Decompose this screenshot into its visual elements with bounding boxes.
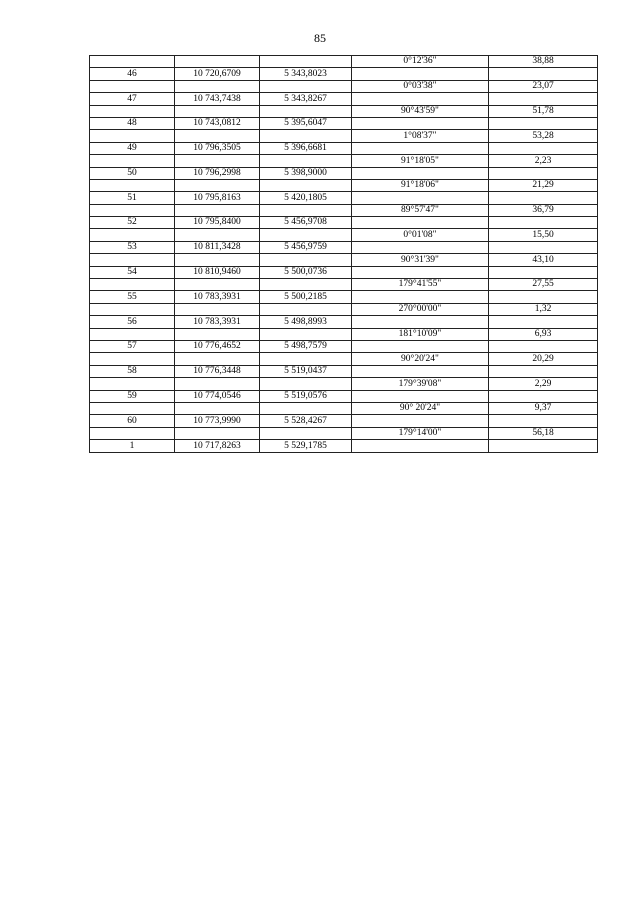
direction-angle-cell	[352, 266, 489, 278]
point-number-cell: 48	[90, 117, 175, 129]
table-row	[90, 192, 598, 204]
point-number-cell	[90, 427, 175, 439]
y-coordinate-cell	[260, 229, 352, 241]
table-row	[90, 402, 598, 414]
y-coordinate-cell	[260, 105, 352, 117]
point-number-cell	[90, 402, 175, 414]
direction-angle-cell	[352, 365, 489, 377]
distance-cell	[489, 217, 598, 229]
x-coordinate-cell: 10 810,9460	[175, 266, 260, 278]
x-coordinate-cell	[175, 130, 260, 142]
x-coordinate-cell: 10 717,8263	[175, 440, 260, 452]
point-number-cell	[90, 353, 175, 365]
point-number-cell: 1	[90, 440, 175, 452]
table-row	[90, 390, 598, 402]
x-coordinate-cell	[175, 229, 260, 241]
y-coordinate-cell: 5 398,9000	[260, 167, 352, 179]
y-coordinate-cell	[260, 279, 352, 291]
y-coordinate-cell	[260, 80, 352, 92]
coordinates-table	[89, 55, 598, 453]
table-row	[90, 440, 598, 452]
direction-angle-cell	[352, 117, 489, 129]
x-coordinate-cell	[175, 254, 260, 266]
direction-angle-cell: 91°18'05"	[352, 155, 489, 167]
distance-cell: 2,23	[489, 155, 598, 167]
y-coordinate-cell: 5 500,0736	[260, 266, 352, 278]
distance-cell: 27,55	[489, 279, 598, 291]
y-coordinate-cell	[260, 353, 352, 365]
distance-cell: 2,29	[489, 378, 598, 390]
point-number-cell: 50	[90, 167, 175, 179]
x-coordinate-cell	[175, 378, 260, 390]
y-coordinate-cell: 5 519,0576	[260, 390, 352, 402]
point-number-cell: 51	[90, 192, 175, 204]
x-coordinate-cell: 10 796,2998	[175, 167, 260, 179]
y-coordinate-cell	[260, 402, 352, 414]
direction-angle-cell: 90°20'24"	[352, 353, 489, 365]
y-coordinate-cell	[260, 254, 352, 266]
distance-cell	[489, 291, 598, 303]
direction-angle-cell: 179°39'08"	[352, 378, 489, 390]
x-coordinate-cell: 10 783,3931	[175, 291, 260, 303]
table-row	[90, 427, 598, 439]
y-coordinate-cell: 5 420,1805	[260, 192, 352, 204]
point-number-cell	[90, 229, 175, 241]
x-coordinate-cell	[175, 279, 260, 291]
point-number-cell: 55	[90, 291, 175, 303]
distance-cell	[489, 167, 598, 179]
point-number-cell: 53	[90, 241, 175, 253]
direction-angle-cell	[352, 340, 489, 352]
y-coordinate-cell: 5 456,9759	[260, 241, 352, 253]
distance-cell: 21,29	[489, 179, 598, 191]
distance-cell	[489, 340, 598, 352]
y-coordinate-cell: 5 456,9708	[260, 217, 352, 229]
y-coordinate-cell	[260, 179, 352, 191]
direction-angle-cell: 90° 20'24"	[352, 402, 489, 414]
table-row	[90, 217, 598, 229]
x-coordinate-cell: 10 774,0546	[175, 390, 260, 402]
direction-angle-cell	[352, 192, 489, 204]
table-row	[90, 93, 598, 105]
distance-cell	[489, 390, 598, 402]
point-number-cell	[90, 378, 175, 390]
distance-cell: 9,37	[489, 402, 598, 414]
distance-cell: 51,78	[489, 105, 598, 117]
x-coordinate-cell: 10 795,8163	[175, 192, 260, 204]
x-coordinate-cell: 10 743,7438	[175, 93, 260, 105]
point-number-cell: 46	[90, 68, 175, 80]
direction-angle-cell: 0°03'38"	[352, 80, 489, 92]
distance-cell: 56,18	[489, 427, 598, 439]
table-row	[90, 340, 598, 352]
x-coordinate-cell	[175, 353, 260, 365]
direction-angle-cell	[352, 142, 489, 154]
distance-cell	[489, 142, 598, 154]
y-coordinate-cell: 5 528,4267	[260, 415, 352, 427]
direction-angle-cell	[352, 440, 489, 452]
table-row	[90, 279, 598, 291]
point-number-cell	[90, 105, 175, 117]
distance-cell	[489, 266, 598, 278]
y-coordinate-cell: 5 396,6681	[260, 142, 352, 154]
y-coordinate-cell: 5 498,7579	[260, 340, 352, 352]
y-coordinate-cell: 5 343,8267	[260, 93, 352, 105]
distance-cell: 1,32	[489, 303, 598, 315]
x-coordinate-cell: 10 783,3931	[175, 316, 260, 328]
distance-cell: 15,50	[489, 229, 598, 241]
distance-cell: 43,10	[489, 254, 598, 266]
point-number-cell: 47	[90, 93, 175, 105]
table-row	[90, 204, 598, 216]
x-coordinate-cell	[175, 179, 260, 191]
point-number-cell	[90, 328, 175, 340]
y-coordinate-cell	[260, 56, 352, 68]
direction-angle-cell: 181°10'09"	[352, 328, 489, 340]
point-number-cell: 60	[90, 415, 175, 427]
direction-angle-cell: 0°01'08"	[352, 229, 489, 241]
y-coordinate-cell: 5 500,2185	[260, 291, 352, 303]
x-coordinate-cell	[175, 328, 260, 340]
table-row	[90, 80, 598, 92]
x-coordinate-cell	[175, 204, 260, 216]
x-coordinate-cell	[175, 303, 260, 315]
distance-cell: 6,93	[489, 328, 598, 340]
y-coordinate-cell	[260, 328, 352, 340]
y-coordinate-cell: 5 343,8023	[260, 68, 352, 80]
table-row	[90, 241, 598, 253]
y-coordinate-cell: 5 395,6047	[260, 117, 352, 129]
x-coordinate-cell	[175, 402, 260, 414]
distance-cell: 20,29	[489, 353, 598, 365]
table-body	[90, 56, 598, 453]
distance-cell	[489, 68, 598, 80]
x-coordinate-cell: 10 795,8400	[175, 217, 260, 229]
table-row	[90, 167, 598, 179]
direction-angle-cell: 89°57'47"	[352, 204, 489, 216]
y-coordinate-cell: 5 519,0437	[260, 365, 352, 377]
point-number-cell	[90, 204, 175, 216]
distance-cell	[489, 316, 598, 328]
x-coordinate-cell: 10 776,3448	[175, 365, 260, 377]
direction-angle-cell: 91°18'06"	[352, 179, 489, 191]
y-coordinate-cell	[260, 378, 352, 390]
x-coordinate-cell: 10 796,3505	[175, 142, 260, 154]
x-coordinate-cell: 10 776,4652	[175, 340, 260, 352]
y-coordinate-cell	[260, 204, 352, 216]
x-coordinate-cell: 10 720,6709	[175, 68, 260, 80]
point-number-cell: 49	[90, 142, 175, 154]
point-number-cell	[90, 155, 175, 167]
direction-angle-cell	[352, 241, 489, 253]
point-number-cell	[90, 179, 175, 191]
x-coordinate-cell: 10 743,0812	[175, 117, 260, 129]
distance-cell	[489, 93, 598, 105]
x-coordinate-cell: 10 773,9990	[175, 415, 260, 427]
point-number-cell	[90, 80, 175, 92]
direction-angle-cell: 0°12'36"	[352, 56, 489, 68]
distance-cell	[489, 440, 598, 452]
table-row	[90, 303, 598, 315]
point-number-cell: 56	[90, 316, 175, 328]
point-number-cell: 58	[90, 365, 175, 377]
table-row	[90, 117, 598, 129]
table-row	[90, 155, 598, 167]
table-row	[90, 130, 598, 142]
y-coordinate-cell	[260, 303, 352, 315]
table-row	[90, 378, 598, 390]
point-number-cell	[90, 56, 175, 68]
table-row	[90, 328, 598, 340]
table-row	[90, 254, 598, 266]
table-row	[90, 56, 598, 68]
direction-angle-cell	[352, 291, 489, 303]
point-number-cell: 52	[90, 217, 175, 229]
table-row	[90, 179, 598, 191]
table-row	[90, 291, 598, 303]
table-row	[90, 105, 598, 117]
direction-angle-cell: 90°31'39"	[352, 254, 489, 266]
point-number-cell: 57	[90, 340, 175, 352]
distance-cell: 38,88	[489, 56, 598, 68]
direction-angle-cell	[352, 390, 489, 402]
table-row	[90, 365, 598, 377]
x-coordinate-cell	[175, 155, 260, 167]
y-coordinate-cell	[260, 155, 352, 167]
direction-angle-cell	[352, 93, 489, 105]
point-number-cell: 59	[90, 390, 175, 402]
direction-angle-cell: 270°00'00"	[352, 303, 489, 315]
direction-angle-cell	[352, 217, 489, 229]
direction-angle-cell: 1°08'37"	[352, 130, 489, 142]
point-number-cell: 54	[90, 266, 175, 278]
direction-angle-cell	[352, 415, 489, 427]
table-row	[90, 316, 598, 328]
direction-angle-cell	[352, 68, 489, 80]
x-coordinate-cell	[175, 56, 260, 68]
table-row	[90, 229, 598, 241]
table-row	[90, 266, 598, 278]
table-row	[90, 68, 598, 80]
distance-cell	[489, 365, 598, 377]
y-coordinate-cell	[260, 427, 352, 439]
direction-angle-cell	[352, 167, 489, 179]
distance-cell: 53,28	[489, 130, 598, 142]
table-row	[90, 415, 598, 427]
table-row	[90, 142, 598, 154]
point-number-cell	[90, 130, 175, 142]
direction-angle-cell: 179°14'00"	[352, 427, 489, 439]
distance-cell	[489, 415, 598, 427]
point-number-cell	[90, 303, 175, 315]
direction-angle-cell: 179°41'55"	[352, 279, 489, 291]
distance-cell: 23,07	[489, 80, 598, 92]
x-coordinate-cell	[175, 105, 260, 117]
distance-cell	[489, 117, 598, 129]
direction-angle-cell: 90°43'59"	[352, 105, 489, 117]
point-number-cell	[90, 279, 175, 291]
page-number: 85	[314, 31, 326, 45]
y-coordinate-cell	[260, 130, 352, 142]
x-coordinate-cell: 10 811,3428	[175, 241, 260, 253]
distance-cell: 36,79	[489, 204, 598, 216]
distance-cell	[489, 192, 598, 204]
direction-angle-cell	[352, 316, 489, 328]
y-coordinate-cell: 5 529,1785	[260, 440, 352, 452]
table-row	[90, 353, 598, 365]
x-coordinate-cell	[175, 427, 260, 439]
y-coordinate-cell: 5 498,8993	[260, 316, 352, 328]
distance-cell	[489, 241, 598, 253]
x-coordinate-cell	[175, 80, 260, 92]
point-number-cell	[90, 254, 175, 266]
